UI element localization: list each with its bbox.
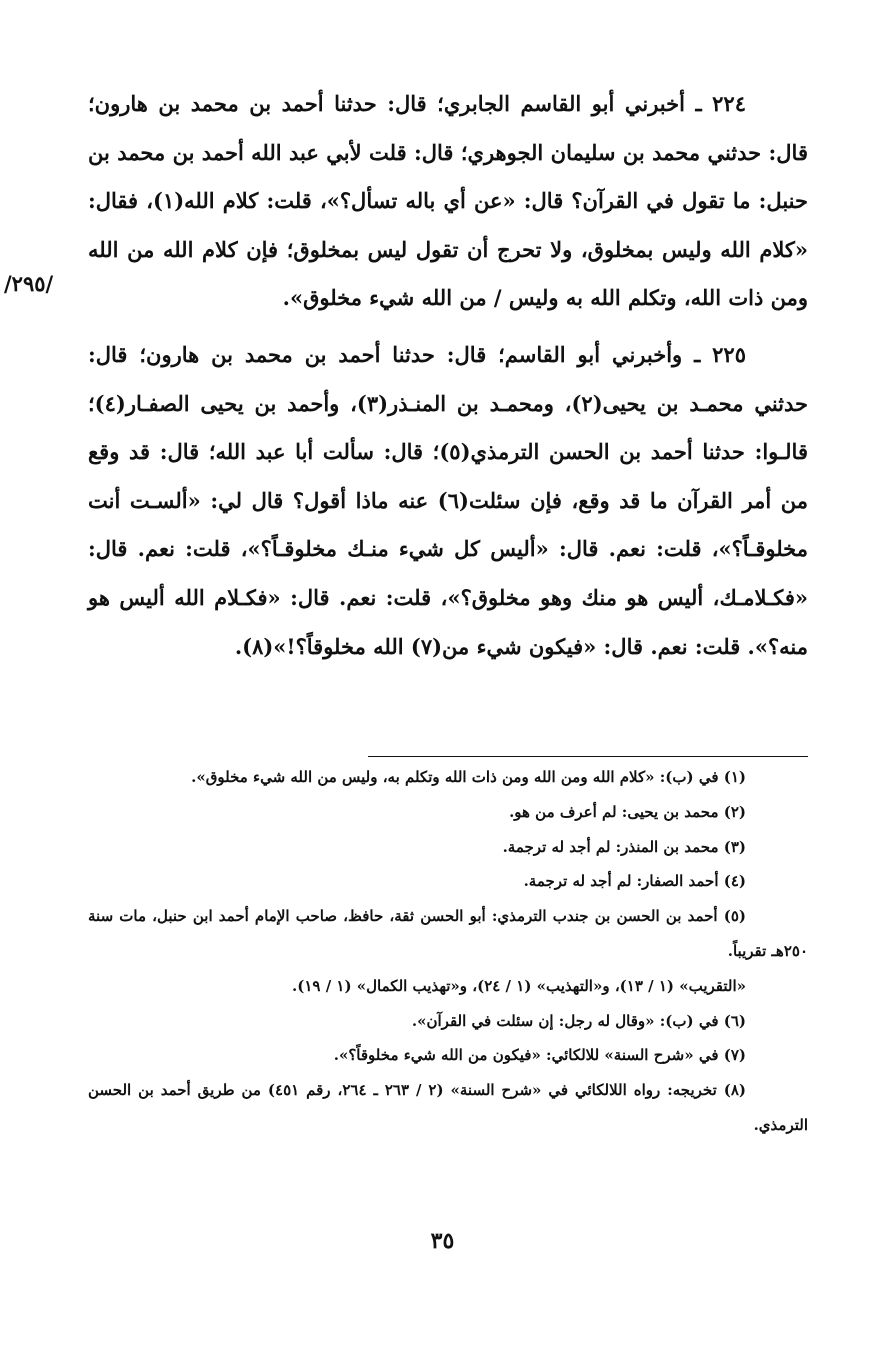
footnotes bbox=[88, 760, 808, 1143]
footnote: (٤) أحمد الصفار: لم أجد له ترجمة. bbox=[523, 872, 746, 891]
main-text bbox=[88, 80, 808, 671]
footnote: (٦) في (ب): «وقال له رجل: إن سئلت في القرآن». bbox=[411, 1011, 746, 1030]
hadith-paragraph-225: ٢٢٥ ـ وأخبرني أبو القاسم؛ قال: حدثنا أحمد بن محمد بن هارون؛ قال: حدثني محمـد بن يحيى(٢)، ومحمـد بن المنـذر(٣)، وأحمد بن يحيى الصفـار(٤)؛ قالـوا: حدثنا أحمد بن الحسن الترمذي(٥)؛ قال: سألت أبا عبد الله؛ قال: قد وقع من أمر القرآن ما قد وقع، فإن سئلت(٦) عنه ماذا أقول؟ قال لي: «ألسـت أنت مخلوقـاً؟»، قلت: نعم. قال: «أليس كل شيء منـك مخلوقـاً؟»، قلت: نعم. قال: «فكـلامـك، أليس هو منك وهو مخلوق؟»، قلت: نعم. قال: «فكـلام الله أليس هو منه؟». قلت: نعم. قال: «فيكون شيء من(٧) الله مخلوقاً؟!»(٨). bbox=[88, 341, 809, 659]
footnote: (٧) في «شرح السنة» للالكائي: «فيكون من الله شيء مخلوقاً؟». bbox=[333, 1046, 746, 1065]
footnote: «التقريب» (١ / ١٣)، و«التهذيب» (١ / ٢٤)، و«تهذيب الكمال» (١ / ١٩). bbox=[292, 976, 746, 995]
margin-page-reference: /٢٩٥/ bbox=[4, 271, 54, 296]
footnote-separator bbox=[368, 756, 808, 757]
footnote: (٢) محمد بن يحيى: لم أعرف من هو. bbox=[509, 802, 746, 821]
footnote: (١) في (ب): «كلام الله ومن الله ومن ذات الله وتكلم به، وليس من الله شيء مخلوق». bbox=[191, 768, 746, 786]
footnote: (٥) أحمد بن الحسن بن جندب الترمذي: أبو الحسن ثقة، حافظ، صاحب الإمام أحمد ابن حنبل، مات سنة ٢٥٠هـ تقريباً. bbox=[88, 907, 808, 960]
hadith-paragraph-224: ٢٢٤ ـ أخبرني أبو القاسم الجابري؛ قال: حدثنا أحمد بن محمد بن هارون؛ قال: حدثني محمد بن سليمان الجوهري؛ قال: قلت لأبي عبد الله أحمد بن محمد بن حنبل: ما تقول في القرآن؟ قال: «عن أي باله تسأل؟»، قلت: كلام الله(١)، فقال: «كلام الله وليس بمخلوق، ولا تحرج أن تقول ليس بمخلوق؛ فإن كلام الله من الله ومن ذات الله، وتكلم الله به وليس / من الله شيء مخلوق». bbox=[88, 91, 808, 311]
footnote: (٣) محمد بن المنذر: لم أجد له ترجمة. bbox=[502, 837, 746, 856]
footnote: (٨) تخريجه: رواه اللالكائي في «شرح السنة» (٢ / ٢٦٣ ـ ٢٦٤، رقم ٤٥١) من طريق أحمد بن الحسن الترمذي. bbox=[88, 1081, 808, 1134]
page-number: ٣٥ bbox=[430, 1228, 455, 1254]
